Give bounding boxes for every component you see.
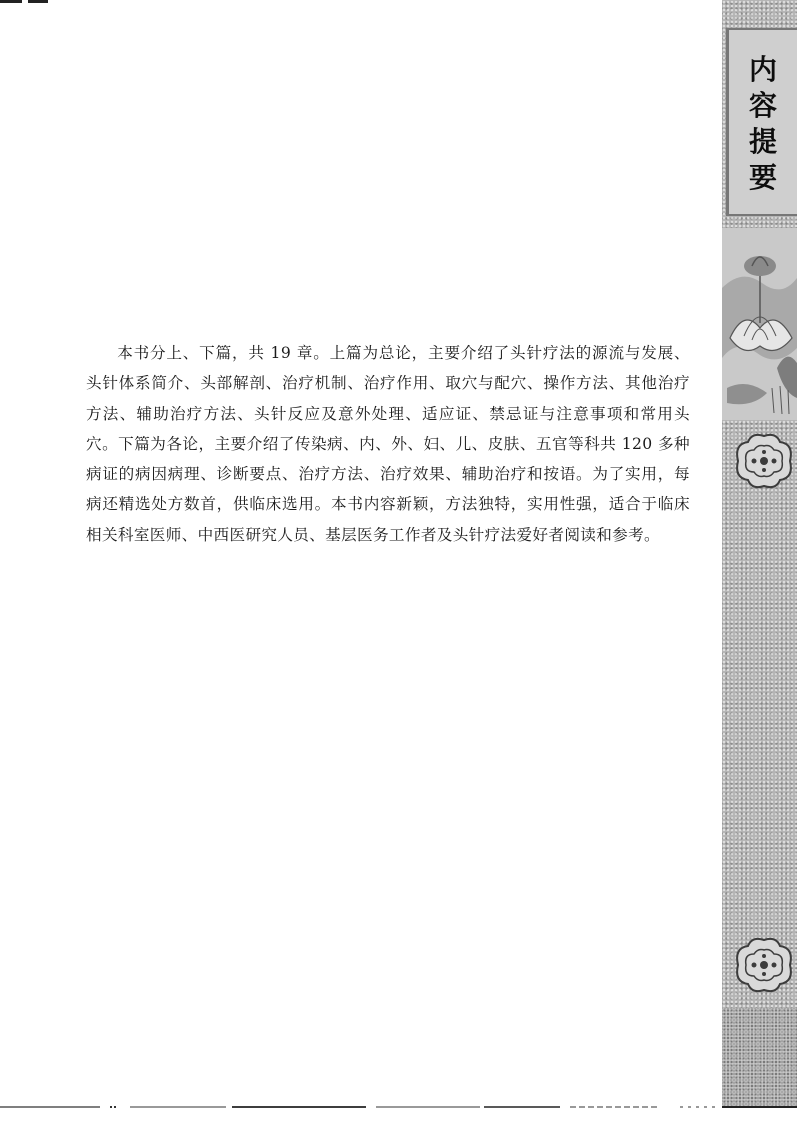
title-char: 容 (748, 89, 777, 122)
cloud-ornament-icon (730, 934, 797, 996)
cloud-ornament-icon (730, 430, 797, 492)
scan-bottom-line (0, 1104, 797, 1110)
lotus-illustration (722, 228, 797, 420)
title-char: 要 (748, 161, 777, 194)
summary-paragraph: 本书分上、下篇，共 19 章。上篇为总论，主要介绍了头针疗法的源流与发展、头针体系简介、头部解剖、治疗机制、治疗作用、取穴与配穴、操作方法、其他治疗方法、辅助治疗方法、头针反应及意外处理、适应证、禁忌证与注意事项和常用头穴。下篇为各论，主要介绍了传染病、内、外、妇、儿、皮肤、五官等科共 120 多种病证的病因病理、诊断要点、治疗方法、治疗效果、辅助治疗和按语。为了实用，每病还精选处方数首，供临床选用。本书内容新颖，方法独特，实用性强，适合于临床相关科室医师、中西医研究人员、基层医务工作者及头针疗法爱好者阅读和参考。 (86, 344, 690, 544)
sidebar-bottom-block (722, 1008, 797, 1106)
scan-corner-mark (0, 0, 50, 4)
title-char: 提 (748, 125, 777, 158)
title-char: 内 (748, 53, 777, 86)
sidebar-title-box (726, 28, 797, 216)
sidebar-title (729, 52, 797, 196)
